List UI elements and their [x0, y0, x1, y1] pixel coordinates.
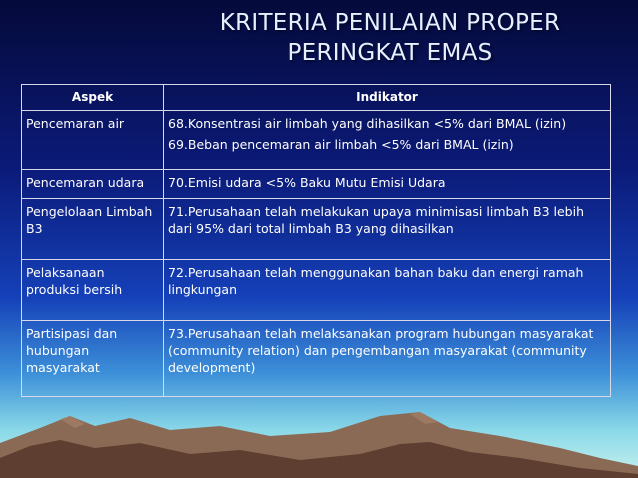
slide-title: [190, 8, 590, 68]
indicator-cell: [164, 199, 611, 260]
table-row: [22, 111, 611, 170]
indicator-cell: [164, 111, 611, 170]
aspect-cell: Pencemaran air: [22, 111, 164, 170]
table-header-row: [22, 85, 611, 111]
aspect-cell: Pencemaran udara: [22, 170, 164, 199]
indicator-text: 69.Beban pencemaran air limbah <5% dari BMAL (izin): [168, 137, 514, 152]
aspect-cell: Pelaksanaan produksi bersih: [22, 260, 164, 321]
criteria-table: [21, 84, 611, 397]
indicator-cell: [164, 170, 611, 199]
indicator-cell: [164, 321, 611, 397]
indicator-text: 73.Perusahaan telah melaksanakan program hubungan masyarakat (community relation) dan pengembangan masyarakat (community development): [168, 326, 594, 375]
indicator-text: 71.Perusahaan telah melakukan upaya minimisasi limbah B3 lebih dari 95% dari total limbah B3 yang dihasilkan: [168, 204, 584, 236]
header-indikator: Indikator: [164, 85, 611, 111]
table-row: [22, 199, 611, 260]
indicator-text: 72.Perusahaan telah menggunakan bahan baku dan energi ramah lingkungan: [168, 265, 584, 297]
title-line-1: KRITERIA PENILAIAN PROPER: [219, 10, 561, 36]
table-row: [22, 260, 611, 321]
mountain-landscape: [0, 388, 638, 478]
table-row: [22, 321, 611, 397]
indicator-text: 70.Emisi udara <5% Baku Mutu Emisi Udara: [168, 175, 446, 190]
aspect-cell: Partisipasi dan hubungan masyarakat: [22, 321, 164, 397]
header-aspek: Aspek: [22, 85, 164, 111]
aspect-cell: Pengelolaan Limbah B3: [22, 199, 164, 260]
indicator-text: 68.Konsentrasi air limbah yang dihasilkan <5% dari BMAL (izin): [168, 116, 567, 131]
title-line-2: PERINGKAT EMAS: [287, 40, 493, 66]
indicator-cell: [164, 260, 611, 321]
table-row: [22, 170, 611, 199]
